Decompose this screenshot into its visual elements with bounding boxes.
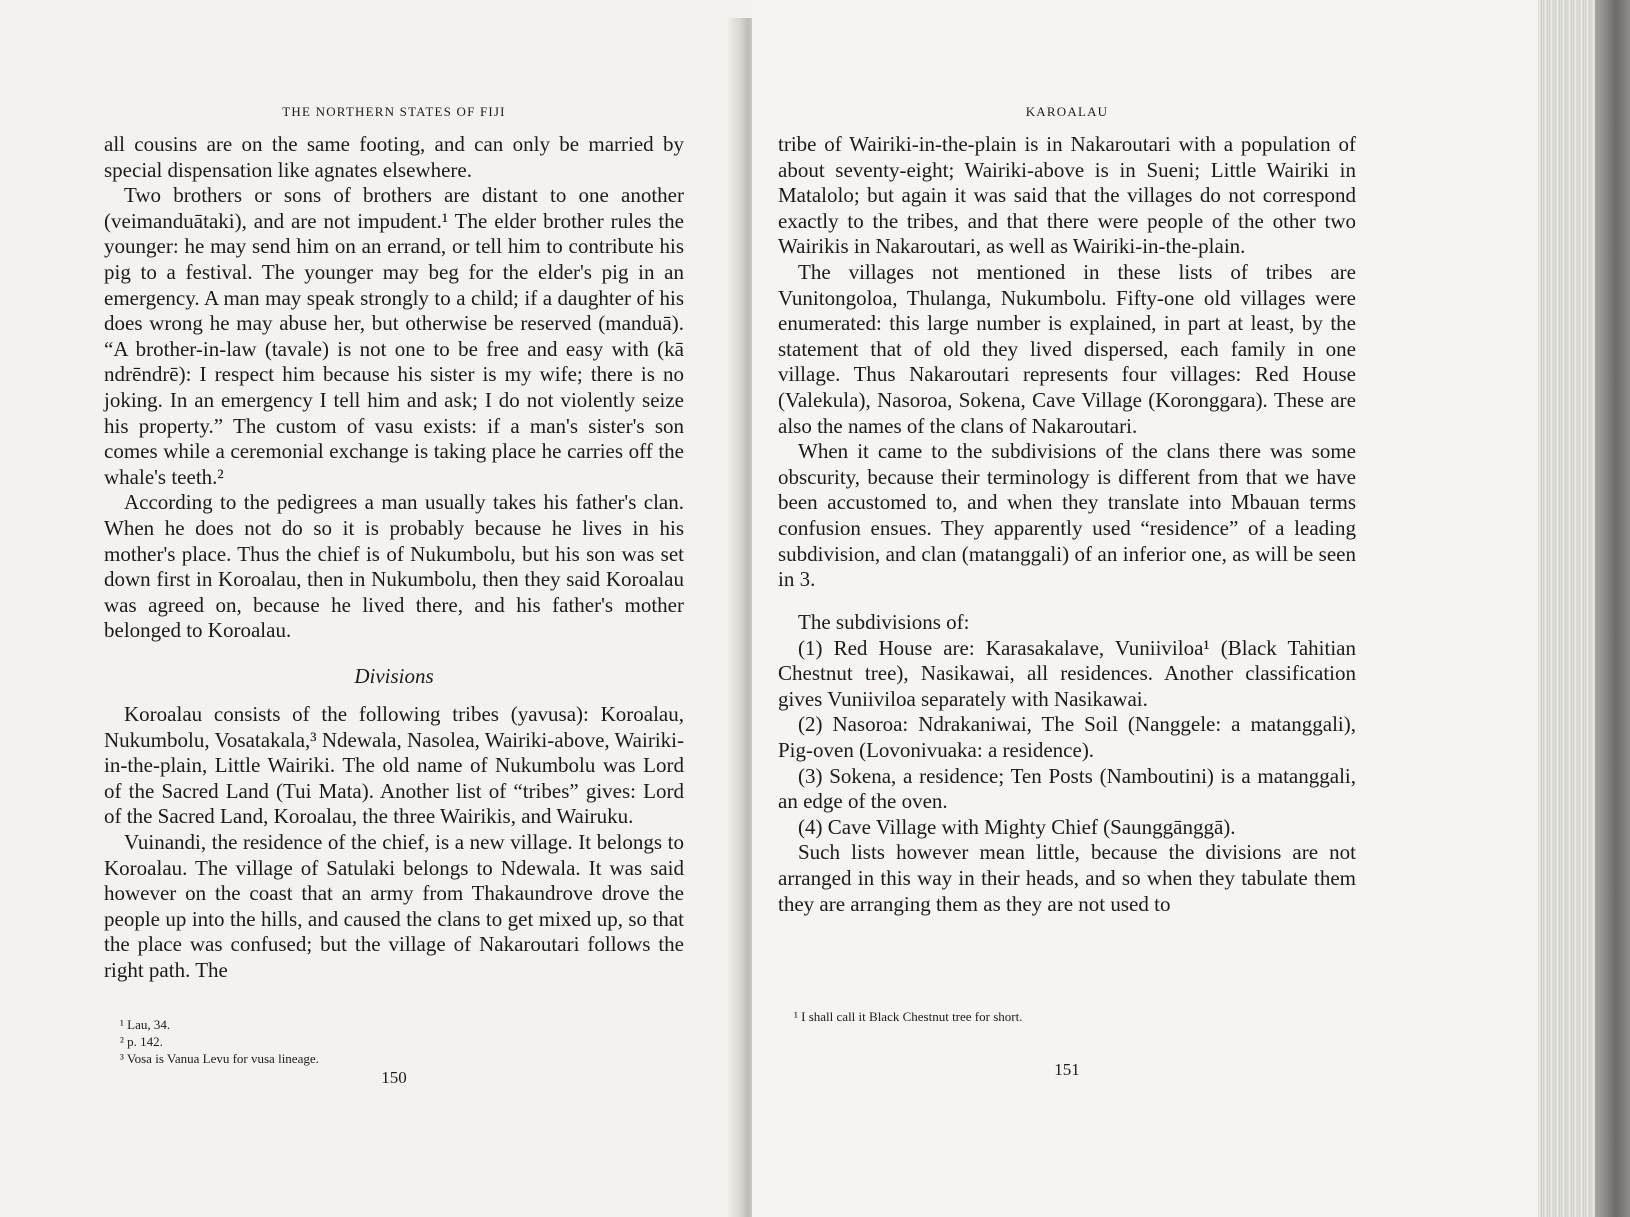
paragraph: Two brothers or sons of brothers are distant to one another (veimanduātaki), and are not impudent.¹ The elder brother rules the younger: he may send him on an errand, or tell him to contribute his pig to a festival. The younger may beg for the elder's pig in an emergency. A man may speak strongly to a child; if a daughter of his does wrong he may abuse her, but otherwise be reserved (manduā). “A brother-in-law (tavale) is not one to be free and easy with (kā ndrēndrē): I respect him because his sister is my wife; there is no joking. In an emergency I tell him and ask; I do not violently seize his property.” The custom of vasu exists: if a man's sister's son comes while a ceremonial exchange is taking place he carries off the whale's teeth.²: [104, 183, 684, 489]
right-page: [752, 0, 1538, 1217]
list-item: (4) Cave Village with Mighty Chief (Saunggānggā).: [798, 814, 1236, 839]
list-item: (3) Sokena, a residence; Ten Posts (Namboutini) is a matanggali, an edge of the oven.: [778, 763, 1356, 814]
right-body-subdivisions: [778, 610, 1356, 917]
page-number-right: 151: [1054, 1060, 1080, 1079]
paragraph: all cousins are on the same footing, and can only be married by special dispensation like agnates elsewhere.: [104, 132, 684, 182]
paragraph: tribe of Wairiki-in-the-plain is in Nakaroutari with a population of about seventy-eight; Wairiki-above is in Sueni; Little Wairiki in Matalolo; but again it was said that the villages do not correspond exactly to the tribes, and that there were people of the other two Wairikis in Nakaroutari, as well as Wairiki-in-the-plain.: [778, 132, 1356, 259]
footnote: ³ Vosa is Vanua Levu for vusa lineage.: [120, 1051, 319, 1066]
subdivisions-intro: The subdivisions of:: [798, 610, 970, 634]
paragraph: Such lists however mean little, because the divisions are not arranged in this way in their heads, and so when they tabulate them they are arranging them as they are not used to: [778, 840, 1356, 916]
list-item: (2) Nasoroa: Ndrakaniwai, The Soil (Nanggele: a matanggali), Pig-oven (Lovonivuaka: a residence).: [778, 712, 1356, 762]
right-body-top: [778, 132, 1356, 593]
paragraph: When it came to the subdivisions of the clans there was some obscurity, because their terminology is different from that we have been accustomed to, and when they translate into Mbauan terms confusion ensues. They apparently used “residence” of a leading subdivision, and clan (matanggali) of an inferior one, as will be seen in 3.: [778, 439, 1356, 592]
running-head-left: THE NORTHERN STATES OF FIJI: [282, 104, 506, 119]
left-page: [0, 0, 752, 1217]
book-edge-shadow: [1595, 0, 1630, 1217]
right-footnotes: [794, 1008, 1354, 1025]
paragraph: Vuinandi, the residence of the chief, is a new village. It belongs to Koroalau. The village of Satulaki belongs to Ndewala. It was said however on the coast that an army from Thakaundrove drove the people up into the hills, and caused the clans to get mixed up, so that the place was confused; but the village of Nakaroutari follows the right path. The: [104, 829, 684, 982]
left-body-top: [104, 132, 684, 644]
paragraph: According to the pedigrees a man usually takes his father's clan. When he does not do so it is probably because he lives in his mother's place. Thus the chief is of Nukumbolu, but his son was set down first in Koroalau, then in Nukumbolu, then they said Koroalau was agreed on, because he lived there, and his father's mother belonged to Koroalau.: [104, 490, 684, 643]
footnote: ¹ Lau, 34.: [120, 1017, 171, 1032]
left-body-bottom: [104, 702, 684, 984]
running-head-right: KAROALAU: [1025, 104, 1109, 119]
left-footnotes: [120, 1016, 680, 1067]
footnote: ² p. 142.: [120, 1034, 163, 1049]
list-item: (1) Red House are: Karasakalave, Vuniiviloa¹ (Black Tahitian Chestnut tree), Nasikawai, all residences. Another classification gives Vuniiviloa separately with Nasikawai.: [778, 635, 1356, 711]
paragraph: The villages not mentioned in these lists of tribes are Vunitongoloa, Thulanga, Nukumbolu. Fifty-one old villages were enumerated: this large number is explained, in part at least, by the statement that of old they lived dispersed, each family in one village. Thus Nakaroutari represents four villages: Red House (Valekula), Nasoroa, Sokena, Cave Village (Koronggara). These are also the names of the clans of Nakaroutari.: [778, 259, 1356, 438]
footnote: ¹ I shall call it Black Chestnut tree for short.: [794, 1009, 1023, 1024]
paragraph: Koroalau consists of the following tribes (yavusa): Koroalau, Nukumbolu, Vosatakala,³ Ndewala, Nasolea, Wairiki-above, Wairiki-in-the-plain, Little Wairiki. The old name of Nukumbolu was Lord of the Sacred Land (Tui Mata). Another list of “tribes” gives: Lord of the Sacred Land, Koroalau, the three Wairikis, and Wairuku.: [104, 702, 684, 829]
page-number-left: 150: [381, 1068, 407, 1087]
section-heading-divisions: Divisions: [354, 664, 434, 688]
